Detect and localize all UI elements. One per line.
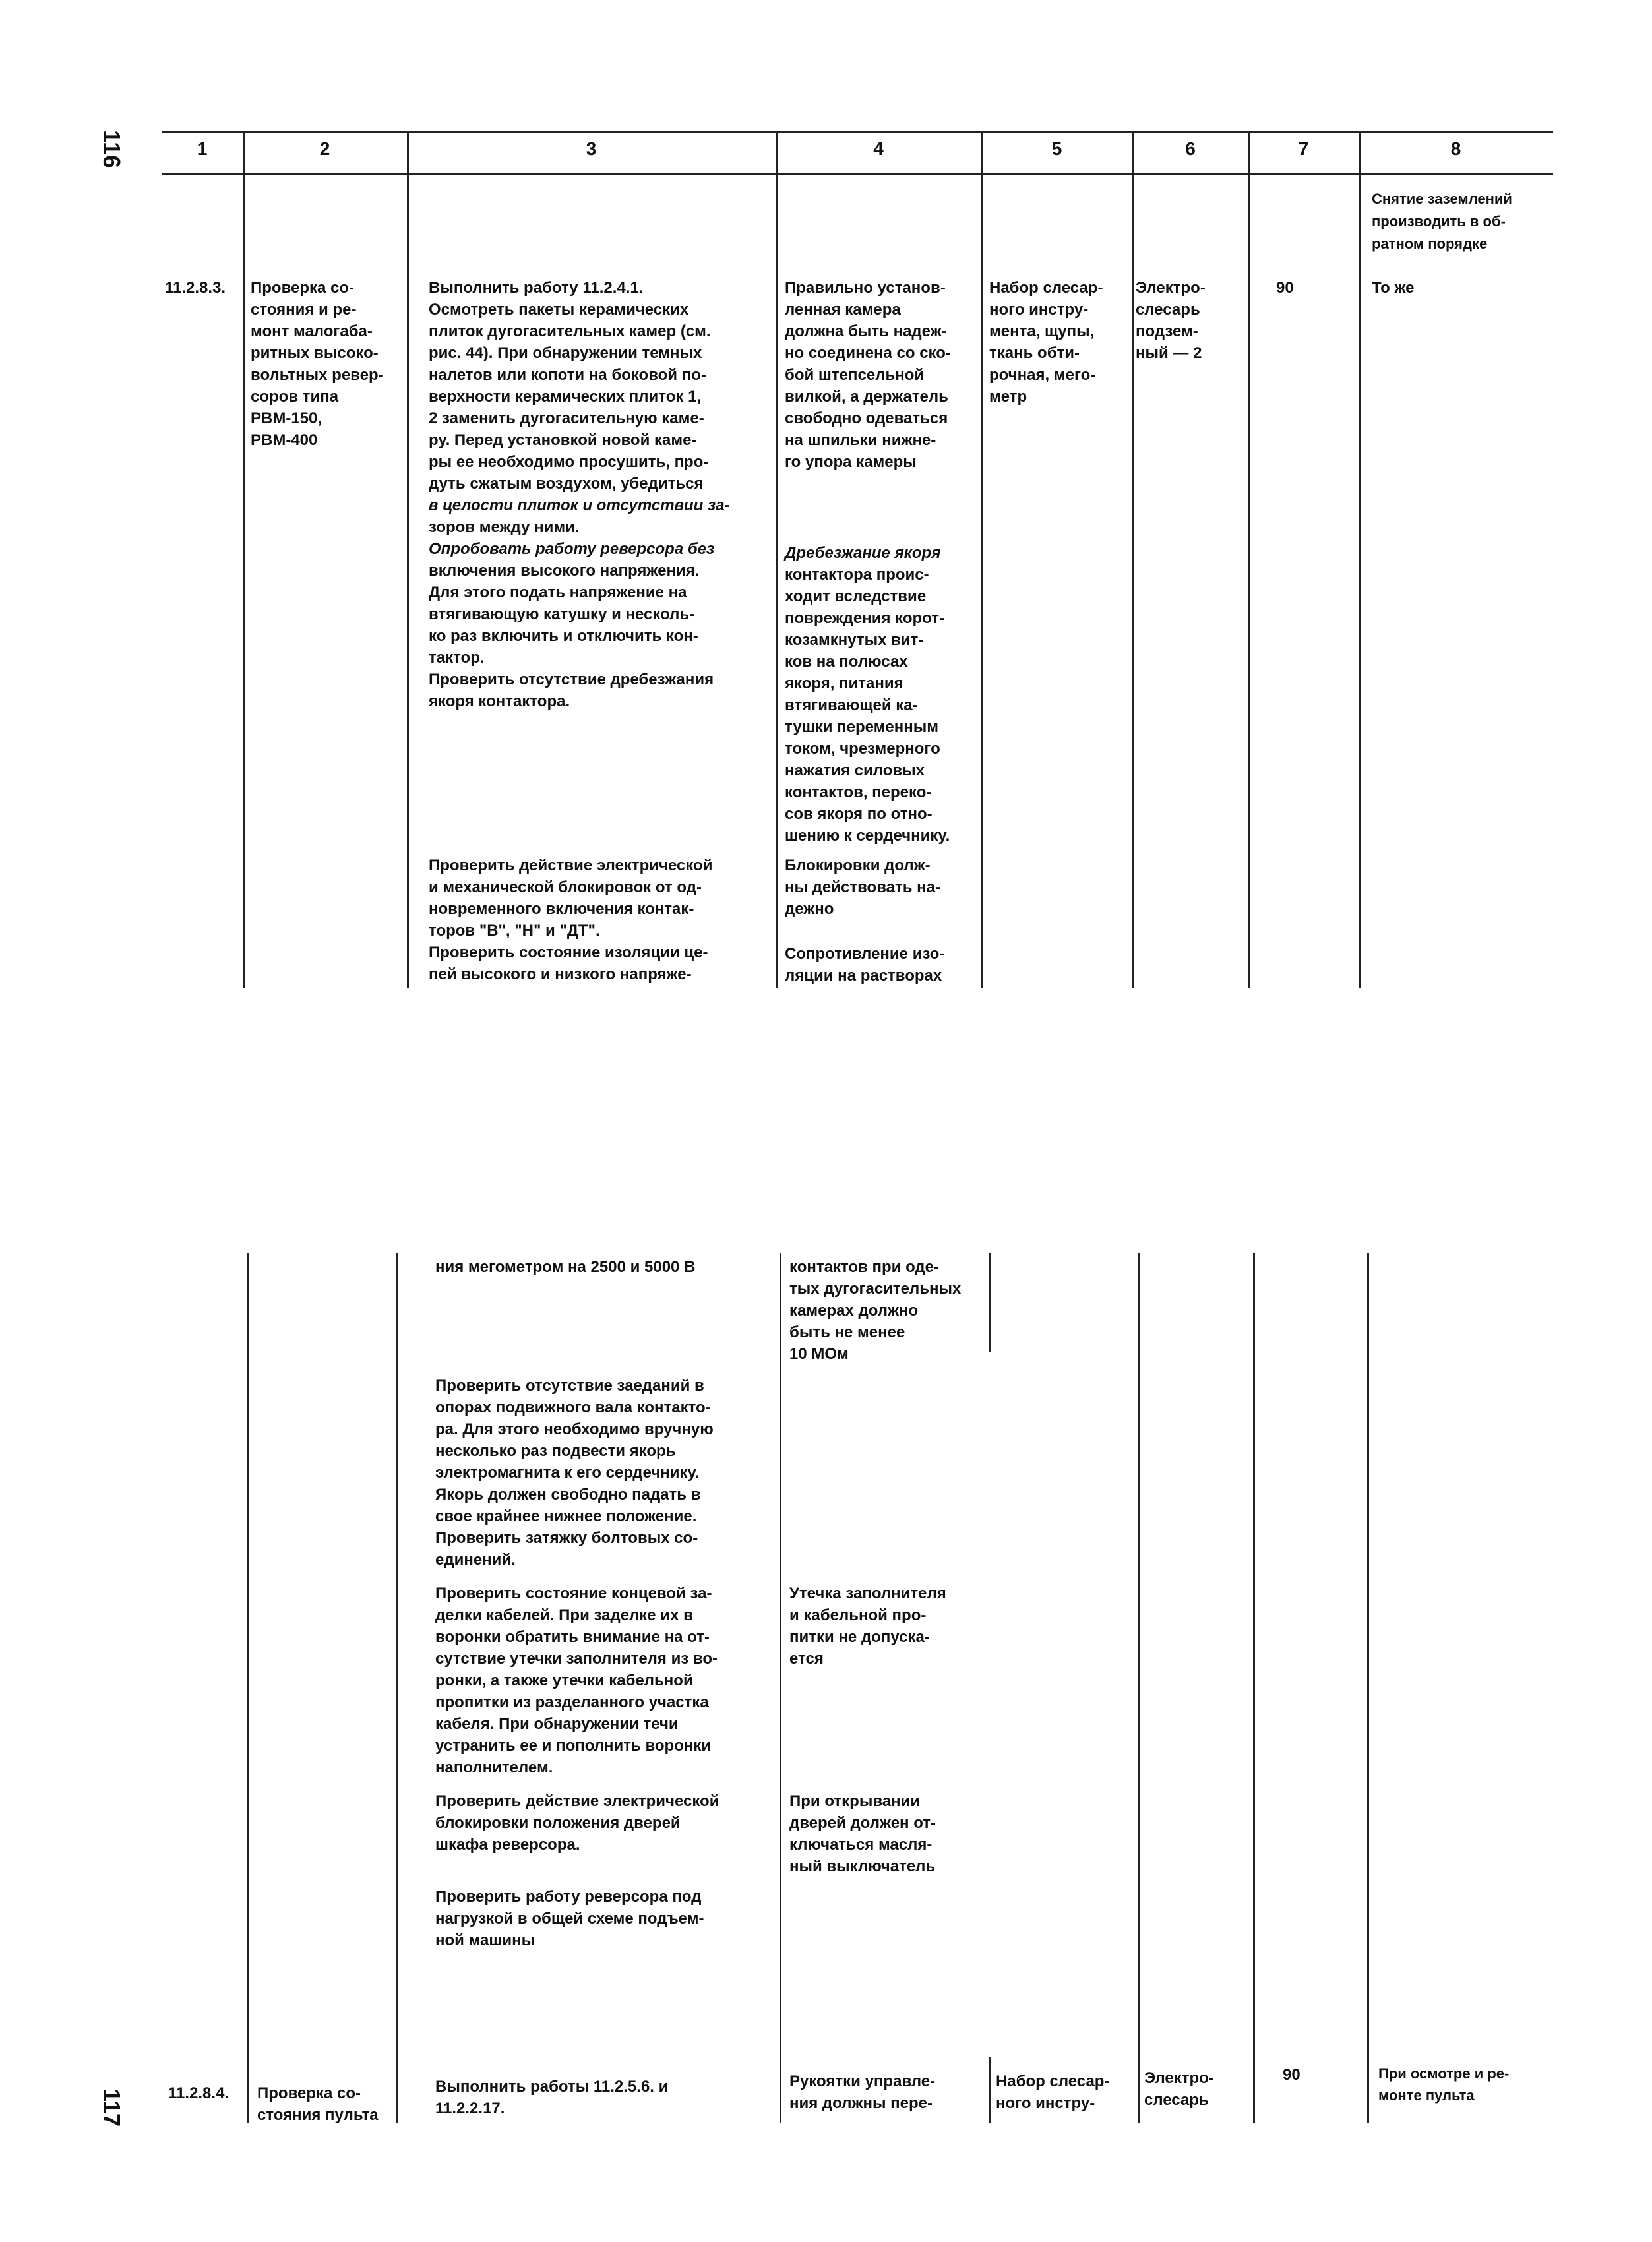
- col-divider-7: [1359, 131, 1361, 988]
- b-col-divider-6: [1253, 1253, 1255, 2123]
- actions-part-a-end: зоров между ними.: [429, 518, 580, 536]
- header-top-rule: [162, 131, 1553, 133]
- row-title-11-2-8-3: Проверка со- стояния и ре- монт малогаба- ритных высоко- вольтных ревер- соров типа РВМ-150, РВМ-400: [251, 279, 384, 449]
- worker-11-2-8-4: Электро- слесарь: [1144, 2069, 1214, 2109]
- header-bottom-rule: [162, 173, 1553, 175]
- requirements-part-a: Правильно установ- ленная камера должна быть надеж- но соединена со ско- бой штепсельной вилкой, а держатель свободно одеваться на шпильки нижне- го упора камеры: [785, 279, 951, 471]
- requirements-part-c: Блокировки долж- ны действовать на- дежно: [785, 857, 940, 918]
- b-col-divider-3: [780, 1253, 781, 2123]
- col-divider-3: [776, 131, 778, 988]
- col-divider-1: [243, 131, 245, 988]
- b-col-divider-5: [1138, 1253, 1140, 2123]
- b-actions-c: Проверить состояние концевой за- делки кабелей. При заделке их в воронки обратить внимание на от- сутствие утечки заполнителя из во- ронки, а также утечки кабельной пропитки из разделанного участка кабеля. При обнаружении течи устранить ее и пополнить воронки наполнителем.: [435, 1585, 718, 1776]
- b-actions-d: Проверить действие электрической блокировки положения дверей шкафа реверсора.: [435, 1792, 719, 1854]
- b-col-divider-4b: [989, 2057, 991, 2123]
- actions-part-a: Выполнить работу 11.2.4.1. Осмотреть пакеты керамических плиток дугогасительных камер (см. рис. 44). При обнаружении темных налетов или копоти на боковой по- верхности керамических плиток 1, 2 заменить дугогасительную каме- ру. Перед установкой новой каме- ры ее необходимо просушить, про- дуть сжатым воздухом, убедиться: [429, 279, 711, 493]
- b-actions-b: Проверить отсутствие заеданий в опорах подвижного вала контакто- ра. Для этого необходимо вручную несколько раз подвести якорь электромагнита к его сердечнику. Якорь должен свободно падать в свое крайнее нижнее положение. Проверить затяжку болтовых со- единений.: [435, 1377, 714, 1569]
- requirements-11-2-8-4: Рукоятки управле- ния должны пере-: [789, 2073, 936, 2112]
- col-header-8: 8: [1450, 138, 1461, 159]
- page-number-bottom: 117: [98, 2088, 126, 2127]
- note-11-2-8-3: То же: [1372, 279, 1415, 297]
- b-actions-a: ния мегометром на 2500 и 5000 В: [435, 1258, 696, 1276]
- col-header-1: 1: [197, 138, 208, 159]
- col-header-2: 2: [319, 138, 330, 159]
- col-header-7: 7: [1298, 138, 1309, 159]
- b-actions-e: Проверить работу реверсора под нагрузкой в общей схеме подъем- ной машины: [435, 1888, 704, 1949]
- requirements-part-b: контактора проис- ходит вследствие повреждения корот- козамкнутых вит- ков на полюсах якоря, питания втягивающей ка- тушки переменным током, чрезмерного нажатия силовых контактов, переко- сов якоря по отно- шению к сердечнику.: [785, 566, 950, 845]
- col-divider-2: [407, 131, 409, 988]
- actions-part-c: Проверить действие электрической и механической блокировок от од- новременного включения контак- торов "В", "Н" и "ДТ". Проверить состояние изоляции це- пей высокого и низкого напряже-: [429, 857, 713, 983]
- tools-11-2-8-3: Набор слесар- ного инстру- мента, щупы, ткань обти- рочная, мего- метр: [989, 279, 1103, 406]
- b-col-divider-1: [247, 1253, 249, 2123]
- col-divider-4: [981, 131, 983, 988]
- note-11-2-8-4: При осмотре и ре- монте пульта: [1378, 2065, 1510, 2104]
- b-col-divider-4a: [989, 1253, 991, 1352]
- b-requirements-c: Утечка заполнителя и кабельной про- питки не допуска- ется: [789, 1585, 946, 1668]
- b-col-divider-2: [396, 1253, 398, 2123]
- col-divider-5: [1132, 131, 1134, 988]
- row-title-11-2-8-4: Проверка со- стояния пульта: [257, 2084, 379, 2124]
- actions-part-b-italic: Опробовать работу реверсора без: [429, 540, 715, 558]
- col-header-5: 5: [1051, 138, 1062, 159]
- time-11-2-8-3: 90: [1276, 279, 1294, 297]
- requirements-part-d: Сопротивление изо- ляции на растворах: [785, 945, 945, 985]
- worker-11-2-8-3: Электро- слесарь подзем- ный — 2: [1136, 279, 1206, 362]
- col-divider-6: [1248, 131, 1250, 988]
- page-number-top: 116: [98, 129, 126, 169]
- requirements-part-b-italic: Дребезжание якоря: [785, 544, 941, 562]
- row-11-2-8-3-actions: [429, 277, 772, 712]
- b-col-divider-7: [1367, 1253, 1369, 2123]
- b-requirements-a: контактов при оде- тых дугогасительных камерах должно быть не менее 10 МОм: [789, 1258, 962, 1363]
- actions-part-a-italic: в целости плиток и отсутствии за-: [429, 497, 730, 514]
- col-header-4: 4: [873, 138, 884, 159]
- col-header-6: 6: [1185, 138, 1196, 159]
- prev-row-note: Снятие заземлений производить в об- ратном порядке: [1372, 191, 1512, 252]
- b-requirements-d: При открывании дверей должен от- ключаться масля- ный выключатель: [789, 1792, 936, 1875]
- actions-11-2-8-4: Выполнить работы 11.2.5.6. и 11.2.2.17.: [435, 2078, 669, 2117]
- tools-11-2-8-4: Набор слесар- ного инстру-: [996, 2073, 1110, 2112]
- row-number-11-2-8-4: 11.2.8.4.: [168, 2084, 229, 2102]
- time-11-2-8-4: 90: [1283, 2066, 1300, 2084]
- row-number-11-2-8-3: 11.2.8.3.: [165, 279, 226, 297]
- actions-part-b: включения высокого напряжения. Для этого подать напряжение на втягивающую катушку и несколь- ко раз включить и отключить кон- тактор. Проверить отсутствие дребезжания якоря контактора.: [429, 562, 714, 710]
- col-header-3: 3: [586, 138, 597, 159]
